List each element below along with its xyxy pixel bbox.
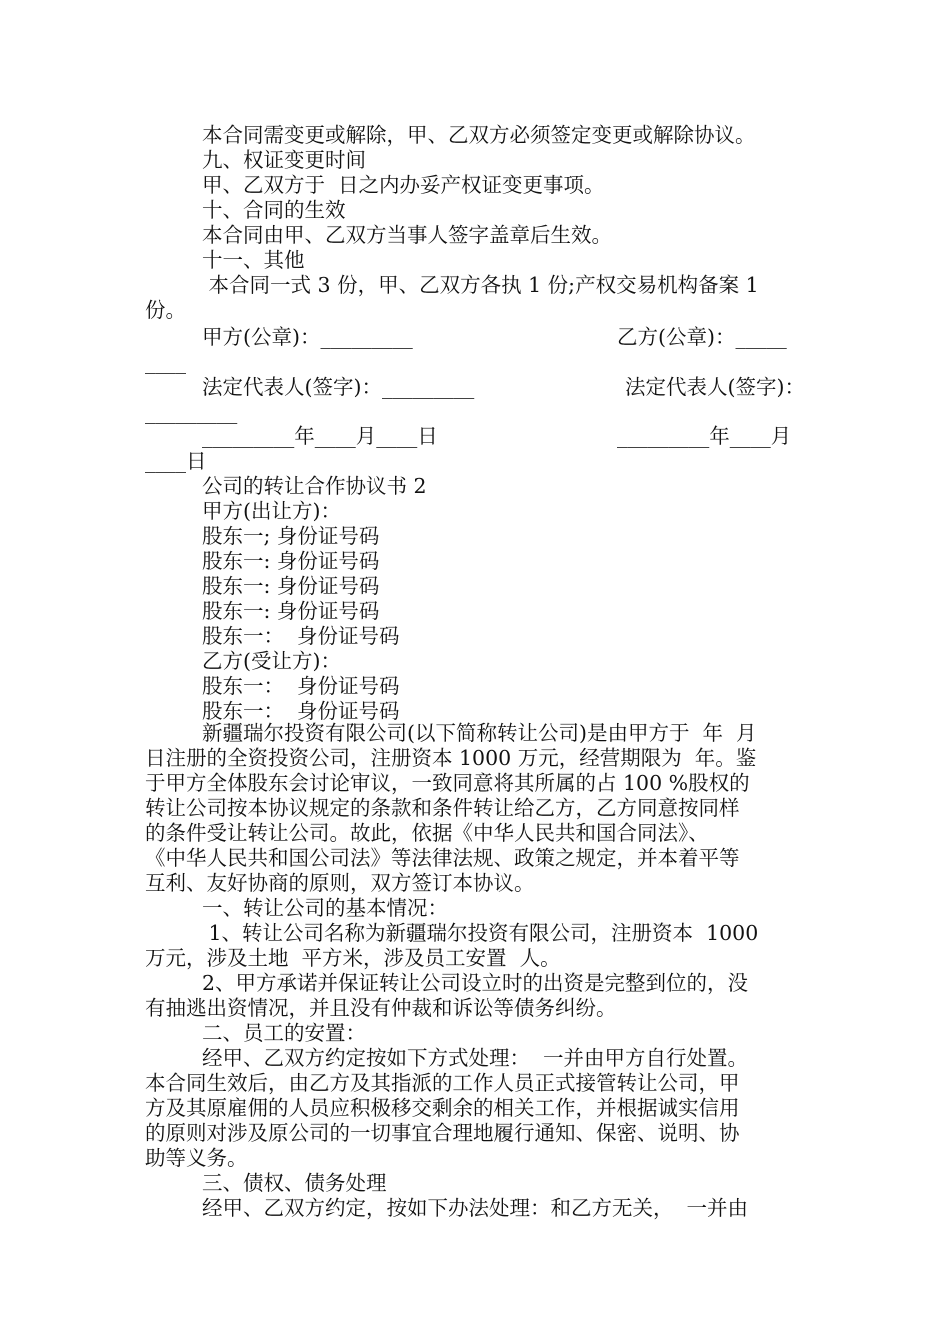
paragraph-line: 经甲、乙双方约定，按如下办法处理：和乙方无关， 一并由 [202,1196,749,1220]
paragraph-line: 本合同一式 3 份，甲、乙双方各执 1 份;产权交易机构备案 1 [202,273,759,297]
paragraph-line: 《中华人民共和国公司法》等法律法规、政策之规定，并本着平等 [145,846,740,870]
shareholder-line: 股东一： 身份证号码 [202,699,400,723]
party-b-seal-cont: ____ [145,350,186,374]
party-b-date-cont: ____日 [145,449,207,473]
section-heading: 十一、其他 [202,248,305,272]
paragraph-line: 日注册的全资投资公司，注册资本 1000 万元，经营期限为 年。鉴 [145,746,757,770]
party-a-date: _________年____月____日 [202,424,438,448]
shareholder-line: 股东一; 身份证号码 [202,524,380,548]
paragraph-line: 于甲方全体股东会讨论审议，一致同意将其所属的占 100 %股权的 [145,771,750,795]
paragraph-line: 互利、友好协商的原则，双方签订本协议。 [145,871,535,895]
party-b-representative: 法定代表人(签字)： [625,375,805,399]
party-b-representative-cont: _________ [145,400,238,424]
section-heading: 一、转让公司的基本情况： [202,896,448,920]
paragraph-line: 经甲、乙双方约定按如下方式处理： 一并由甲方自行处置。 [202,1046,749,1070]
section-heading: 九、权证变更时间 [202,148,366,172]
section-heading: 十、合同的生效 [202,198,346,222]
paragraph-line: 助等义务。 [145,1146,248,1170]
paragraph-line: 本合同需变更或解除，甲、乙双方必须签定变更或解除协议。 [202,123,756,147]
party-b-date: _________年____月 [617,424,792,448]
shareholder-line: 股东一: 身份证号码 [202,574,380,598]
shareholder-line: 股东一： 身份证号码 [202,674,400,698]
paragraph-line: 本合同由甲、乙双方当事人签字盖章后生效。 [202,223,612,247]
paragraph-line: 转让公司按本协议规定的条款和条件转让给乙方，乙方同意按同样 [145,796,740,820]
party-heading: 甲方(出让方)： [202,499,341,523]
paragraph-line: 2、甲方承诺并保证转让公司设立时的出资是完整到位的，没 [202,971,749,995]
paragraph-line: 甲、乙双方于 日之内办妥产权证变更事项。 [202,173,605,197]
paragraph-line: 的原则对涉及原公司的一切事宜合理地履行通知、保密、说明、协 [145,1121,740,1145]
shareholder-line: 股东一: 身份证号码 [202,599,380,623]
paragraph-line: 新疆瑞尔投资有限公司(以下简称转让公司)是由甲方于 年 月 [202,721,757,745]
shareholder-line: 股东一: 身份证号码 [202,549,380,573]
paragraph-line: 万元，涉及土地 平方米，涉及员工安置 人。 [145,946,561,970]
paragraph-line: 的条件受让转让公司。故此，依据《中华人民共和国合同法》、 [145,821,709,845]
paragraph-line: 份。 [145,298,186,322]
document-title: 公司的转让合作协议书 2 [202,474,427,498]
paragraph-line: 方及其原雇佣的人员应积极移交剩余的相关工作，并根据诚实信用 [145,1096,740,1120]
paragraph-line: 有抽逃出资情况，并且没有仲裁和诉讼等债务纠纷。 [145,996,617,1020]
shareholder-line: 股东一： 身份证号码 [202,624,400,648]
section-heading: 二、员工的安置： [202,1021,366,1045]
paragraph-line: 1、转让公司名称为新疆瑞尔投资有限公司，注册资本 1000 [202,921,759,945]
party-a-seal: 甲方(公章)：_________ [202,325,413,349]
party-a-representative: 法定代表人(签字)：_________ [202,375,475,399]
paragraph-line: 本合同生效后，由乙方及其指派的工作人员正式接管转让公司，甲 [145,1071,740,1095]
party-heading: 乙方(受让方)： [202,649,341,673]
section-heading: 三、债权、债务处理 [202,1171,387,1195]
party-b-seal: 乙方(公章)：_____ [617,325,787,349]
